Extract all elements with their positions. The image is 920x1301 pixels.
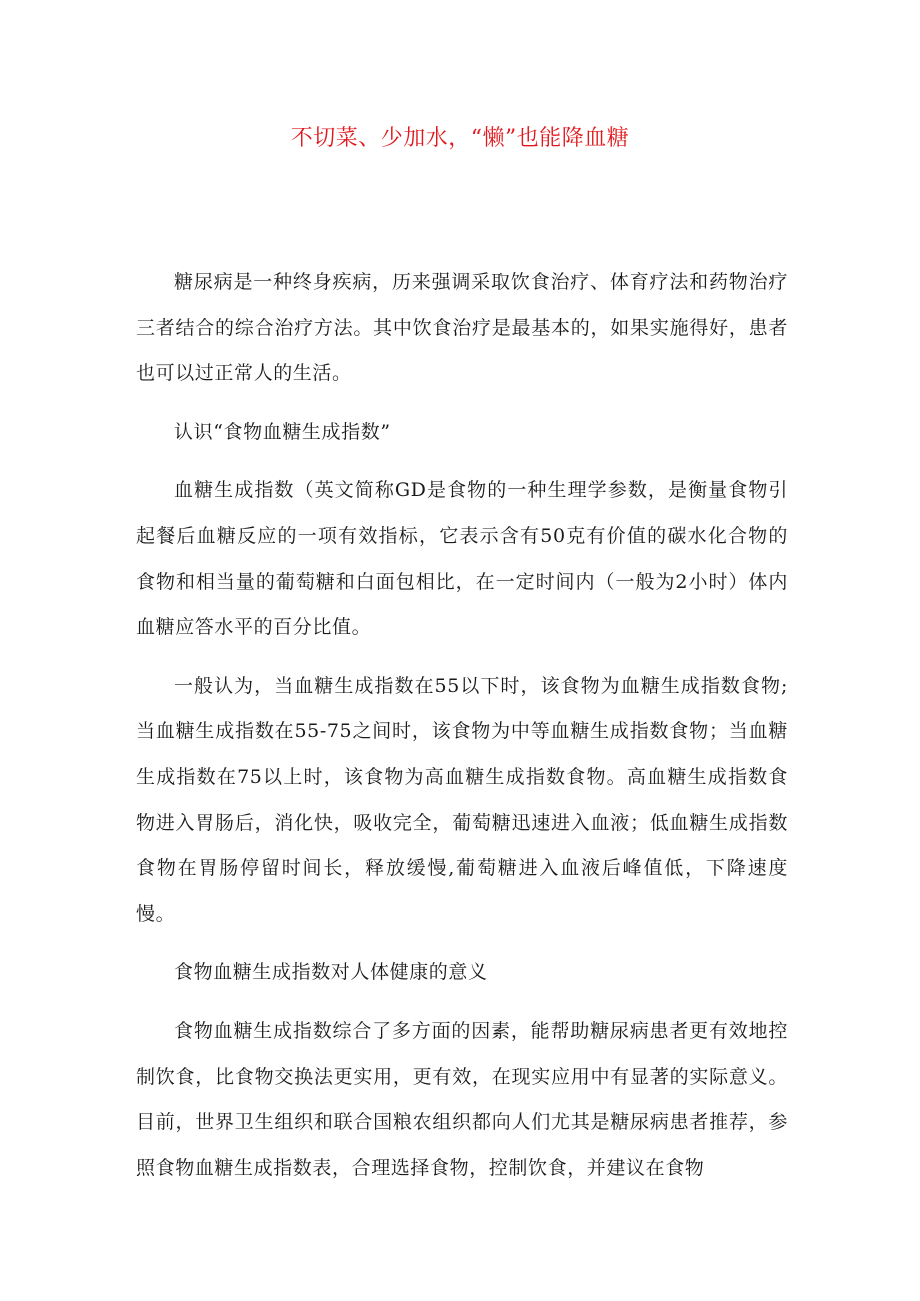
document-title: 不切菜、少加水，“懒”也能降血糖: [290, 126, 630, 151]
paragraph-gi-levels: 一般认为，当血糖生成指数在55以下时，该食物为血糖生成指数食物;当血糖生成指数在55-75之间时，该食物为中等血糖生成指数食物；当血糖生成指数在75以上时，该食物为高血糖生成指数食物。高血糖生成指数食物进入胃肠后，消化快，吸收完全，葡萄糖迅速进入血液；低血糖生成指数食物在胃肠停留时间长，释放缓慢,葡萄糖进入血液后峰值低，下降速度慢。: [136, 674, 788, 925]
document-body: [136, 260, 788, 1204]
paragraph-intro: 糖尿病是一种终身疾病，历来强调采取饮食治疗、体育疗法和药物治疗三者结合的综合治疗方法。其中饮食治疗是最基本的，如果实施得好，患者也可以过正常人的生活。: [136, 271, 788, 385]
section-heading-gi: 认识“食物血糖生成指数”: [174, 420, 391, 443]
paragraph-gi-definition: 血糖生成指数（英文简称GD是食物的一种生理学参数，是衡量食物引起餐后血糖反应的一项有效指标，它表示含有50克有价值的碳水化合物的食物和相当量的葡萄糖和白面包相比，在一定时间内（一般为2小时）体内血糖应答水平的百分比值。: [136, 479, 788, 639]
paragraph-health-significance: 食物血糖生成指数综合了多方面的因素，能帮助糖尿病患者更有效地控制饮食，比食物交换法更实用，更有效，在现实应用中有显著的实际意义。目前，世界卫生组织和联合国粮农组织都向人们尤其是糖尿病患者推荐，参照食物血糖生成指数表，合理选择食物，控制饮食，并建议在食物: [136, 1019, 788, 1179]
section-heading-health: 食物血糖生成指数对人体健康的意义: [174, 961, 488, 984]
